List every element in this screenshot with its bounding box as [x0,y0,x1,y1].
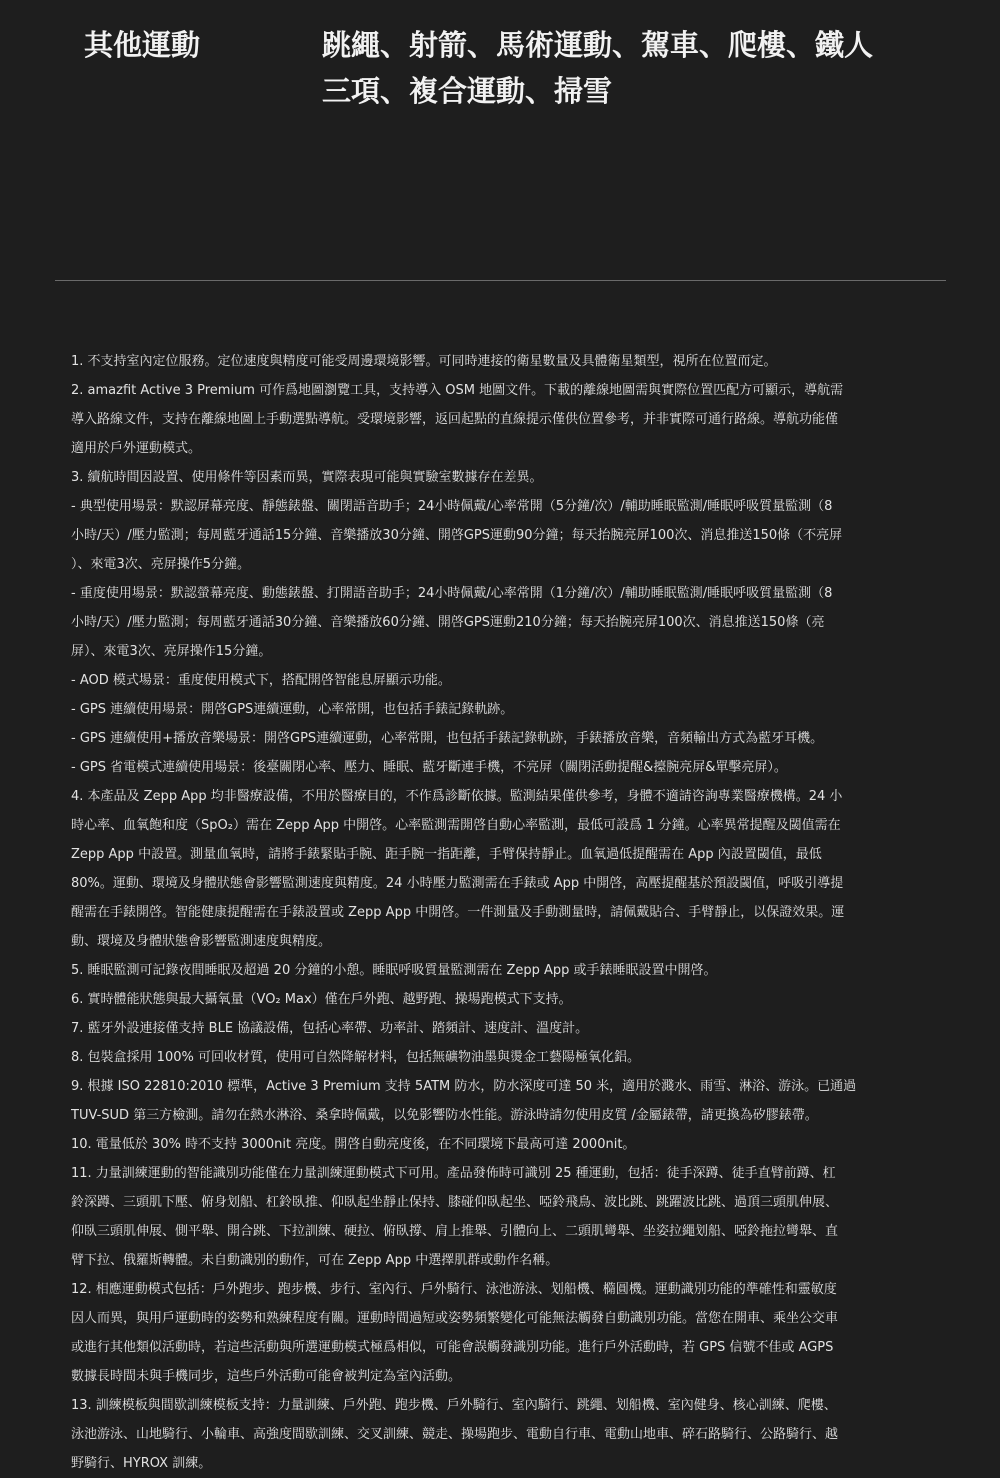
category-label: 其他運動 [84,28,201,62]
section-divider [55,280,946,281]
footnote-line: 野騎行、HYROX 訓練。 [71,1456,212,1471]
footnote-line: 10. 電量低於 30% 時不支持 3000nit 亮度。開啓自動亮度後，在不同環境下最高可達 2000nit。 [71,1137,636,1152]
footnote-line: 動、環境及身體狀態會影響監測速度與精度。 [71,934,332,949]
footnote-line: 5. 睡眠監測可記錄夜間睡眠及超過 20 分鐘的小憩。睡眠呼吸質量監測需在 Zepp App 或手錶睡眠設置中開啓。 [71,963,717,978]
footnote-line: ）、來電3次、亮屏操作5分鐘。 [71,557,251,572]
footnote-line: - 重度使用場景：默認螢幕亮度、動態錶盤、打開語音助手；24小時佩戴/心率常開（1分鐘/次）/輔助睡眠監測/睡眠呼吸質量監測（8 [71,586,833,601]
footnote-line: 仰臥三頭肌伸展、側平舉、開合跳、下拉訓練、硬拉、俯臥撐、肩上推舉、引體向上、二頭肌彎舉、坐姿拉繩划船、啞鈴拖拉彎舉、直 [71,1224,839,1239]
sport-category-row [0,22,1000,122]
footnote-line: 臂下拉、俄羅斯轉體。未自動識別的動作，可在 Zepp App 中選擇肌群或動作名稱。 [71,1253,559,1268]
footnote-line: 3. 續航時間因設置、使用條件等因素而異，實際表現可能與實驗室數據存在差異。 [71,470,543,485]
footnote-line: 小時/天）/壓力監測；每周藍牙通話15分鐘、音樂播放30分鐘、開啓GPS運動90分鐘；每天抬腕亮屏100次、消息推送150條（不亮屏 [71,528,843,543]
footnote-line: 數據長時間未與手機同步，這些戶外活動可能會被判定為室內活動。 [71,1369,462,1384]
footnote-line: 因人而異，與用戶運動時的姿勢和熟練程度有關。運動時間過短或姿勢頻繁變化可能無法觸發自動識別功能。當您在開車、乘坐公交車 [71,1311,839,1326]
category-value-line: 跳繩、射箭、馬術運動、駕車、爬樓、鐵人 [322,28,874,62]
footnote-line: 醒需在手錶開啓。智能健康提醒需在手錶設置或 Zepp App 中開啓。一件測量及手動測量時，請佩戴貼合、手臂靜止，以保證效果。運 [71,905,845,920]
category-value-line: 三項、複合運動、掃雪 [322,74,613,108]
footnote-line: - AOD 模式場景：重度使用模式下，搭配開啓智能息屏顯示功能。 [71,673,451,688]
footnote-line: 80%。運動、環境及身體狀態會影響監測速度與精度。24 小時壓力監測需在手錶或 App 中開啓，高壓提醒基於預設閾值，呼吸引導提 [71,876,844,891]
footnote-line: 鈴深蹲、三頭肌下壓、俯身划船、杠鈴臥推、仰臥起坐靜止保持、膝碰仰臥起坐、啞鈴飛鳥、波比跳、跳躍波比跳、過頂三頭肌伸展、 [71,1195,839,1210]
footnote-line: 11. 力量訓練運動的智能識別功能僅在力量訓練運動模式下可用。產品發佈時可識別 25 種運動，包括：徒手深蹲、徒手直臂前蹲、杠 [71,1166,836,1181]
footnote-line: - GPS 連續使用場景：開啓GPS連續運動，心率常開，也包括手錶記錄軌跡。 [71,702,514,717]
footnote-line: 2. amazfit Active 3 Premium 可作爲地圖瀏覽工具，支持導入 OSM 地圖文件。下載的離線地圖需與實際位置匹配方可顯示，導航需 [71,383,844,398]
footnote-line: 13. 訓練模板與間歇訓練模板支持：力量訓練、戶外跑、跑步機、戶外騎行、室內騎行、跳繩、划船機、室內健身、核心訓練、爬樓、 [71,1398,837,1413]
footnote-line: 適用於戶外運動模式。 [71,441,202,456]
footnote-line: Zepp App 中設置。測量血氧時，請將手錶緊貼手腕、距手腕一指距離，手臂保持靜止。血氧過低提醒需在 App 內設置閾值，最低 [71,847,822,862]
footnote-line: 6. 實時體能狀態與最大攝氧量（VO₂ Max）僅在戶外跑、越野跑、操場跑模式下支持。 [71,992,572,1007]
footnote-line: 或進行其他類似活動時，若這些活動與所選運動模式極爲相似，可能會誤觸發識別功能。進行戶外活動時，若 GPS 信號不佳或 AGPS [71,1340,834,1355]
footnote-line: 12. 相應運動模式包括：戶外跑步、跑步機、步行、室內行、戶外騎行、泳池游泳、划船機、橢圓機。運動識別功能的準確性和靈敏度 [71,1282,837,1297]
footnote-line: 小時/天）/壓力監測；每周藍牙通話30分鐘、音樂播放60分鐘、開啓GPS運動210分鐘；每天抬腕亮屏100次、消息推送150條（亮 [71,615,825,630]
footnote-line: 泳池游泳、山地騎行、小輪車、高強度間歇訓練、交叉訓練、競走、操場跑步、電動自行車、電動山地車、碎石路騎行、公路騎行、越 [71,1427,839,1442]
footnote-line: - GPS 省電模式連續使用場景：後臺關閉心率、壓力、睡眠、藍牙斷連手機，不亮屏（關閉活動提醒&擡腕亮屏&單擊亮屏）。 [71,760,787,775]
footnote-line: 7. 藍牙外設連接僅支持 BLE 協議設備，包括心率帶、功率計、踏頻計、速度計、溫度計。 [71,1021,589,1036]
footnotes [71,347,947,1478]
footnote-line: 屏）、來電3次、亮屏操作15分鐘。 [71,644,272,659]
footnote-line: 1. 不支持室內定位服務。定位速度與精度可能受周邊環境影響。可同時連接的衛星數量及具體衛星類型，視所在位置而定。 [71,354,777,369]
category-value [322,22,922,114]
footnote-line: - 典型使用場景：默認屏幕亮度、靜態錶盤、關閉語音助手；24小時佩戴/心率常開（5分鐘/次）/輔助睡眠監測/睡眠呼吸質量監測（8 [71,499,833,514]
footnote-line: - GPS 連續使用+播放音樂場景：開啓GPS連續運動，心率常開，也包括手錶記錄軌跡，手錶播放音樂，音頻輸出方式為藍牙耳機。 [71,731,824,746]
footnote-line: 8. 包裝盒採用 100% 可回收材質，使用可自然降解材料，包括無礦物油墨與燙金工藝陽極氧化鋁。 [71,1050,640,1065]
footnote-line: 9. 根據 ISO 22810:2010 標準，Active 3 Premium 支持 5ATM 防水，防水深度可達 50 米，適用於濺水、雨雪、淋浴、游泳。已通過 [71,1079,857,1094]
footnote-line: 導入路線文件，支持在離線地圖上手動選點導航。受環境影響，返回起點的直線提示僅供位置參考，并非實際可通行路線。導航功能僅 [71,412,839,427]
footnote-line: TUV-SUD 第三方檢測。請勿在熱水淋浴、桑拿時佩戴，以免影響防水性能。游泳時請勿使用皮質 /金屬錶帶，請更換為矽膠錶帶。 [71,1108,818,1123]
footnote-line: 時心率、血氧飽和度（SpO₂）需在 Zepp App 中開啓。心率監測需開啓自動心率監測，最低可設爲 1 分鐘。心率異常提醒及閾值需在 [71,818,841,833]
footnote-line: 4. 本產品及 Zepp App 均非醫療設備，不用於醫療目的，不作爲診斷依據。監測結果僅供參考，身體不適請咨詢專業醫療機構。24 小 [71,789,843,804]
